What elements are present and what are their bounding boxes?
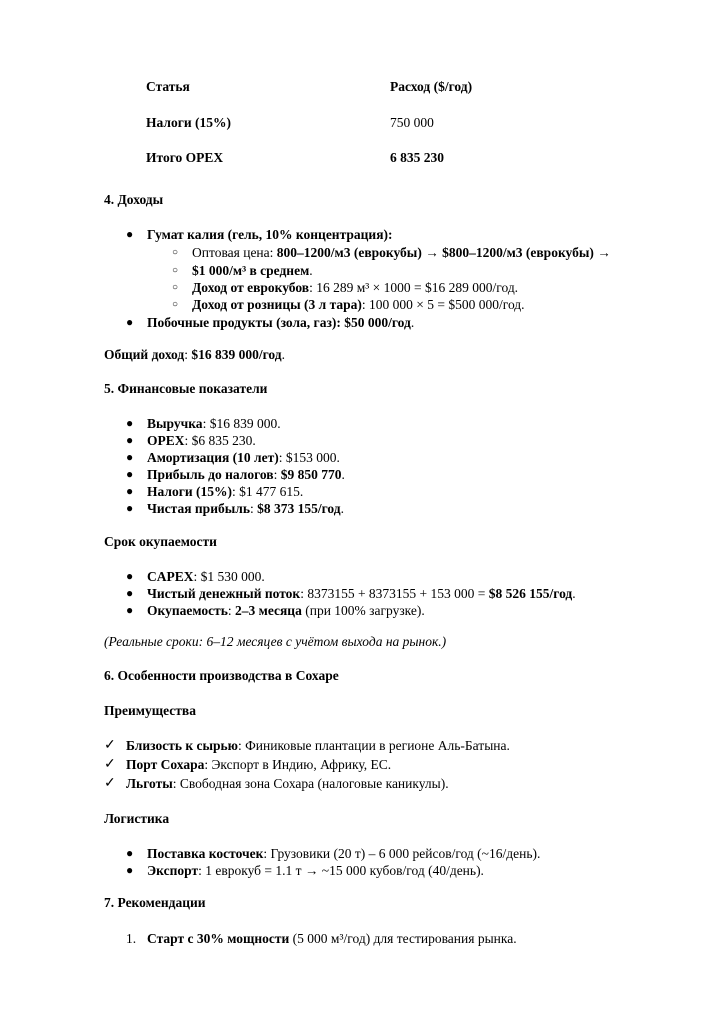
- sub-list-item: Доход от розницы (3 л тара): 100 000 × 5 = $500 000/год.: [192, 297, 525, 312]
- list-item: CAPEX: $1 530 000.: [147, 569, 265, 584]
- sub-list-item: Оптовая цена: 800–1200/м3 (еврокубы) → $800–1200/м3 (еврокубы) →: [192, 245, 611, 260]
- section-heading-income: 4. Доходы: [104, 192, 164, 207]
- list-item: Старт с 30% мощности (5 000 м³/год) для тестирования рынка.: [147, 931, 517, 946]
- check-icon: ✓: [104, 738, 116, 753]
- list-item: Налоги (15%): $1 477 615.: [147, 484, 304, 499]
- section-heading-payback: Срок окупаемости: [104, 534, 217, 549]
- section-heading-finance: 5. Финансовые показатели: [104, 381, 268, 396]
- bullet-icon: ●: [126, 586, 134, 600]
- table-header-article: Статья: [146, 79, 190, 94]
- bullet-icon: ●: [126, 450, 134, 464]
- list-item: Близость к сырью: Финиковые плантации в регионе Аль-Батына.: [126, 738, 510, 753]
- total-income: Общий доход: $16 839 000/год.: [104, 347, 286, 362]
- bullet-icon: ●: [126, 227, 134, 241]
- section-heading-recommendations: 7. Рекомендации: [104, 895, 206, 910]
- list-item: Гумат калия (гель, 10% концентрация):: [147, 227, 393, 242]
- sub-list-item: Доход от еврокубов: 16 289 м³ × 1000 = $16 289 000/год.: [192, 280, 519, 295]
- circle-bullet-icon: ○: [172, 299, 179, 310]
- bullet-icon: ●: [126, 416, 134, 430]
- list-item: Прибыль до налогов: $9 850 770.: [147, 467, 345, 482]
- table-row-label: Налоги (15%): [146, 115, 231, 130]
- check-icon: ✓: [104, 776, 116, 791]
- subheading-advantages: Преимущества: [104, 703, 196, 718]
- list-item: Чистый денежный поток: 8373155 + 8373155 + 153 000 = $8 526 155/год.: [147, 586, 576, 601]
- bullet-icon: ●: [126, 501, 134, 515]
- list-item: Амортизация (10 лет): $153 000.: [147, 450, 340, 465]
- bullet-icon: ●: [126, 603, 134, 617]
- circle-bullet-icon: ○: [172, 282, 179, 293]
- bullet-icon: ●: [126, 863, 134, 877]
- circle-bullet-icon: ○: [172, 265, 179, 276]
- bullet-icon: ●: [126, 484, 134, 498]
- list-item: Порт Сохара: Экспорт в Индию, Африку, ЕС.: [126, 757, 392, 772]
- list-item: OPEX: $6 835 230.: [147, 433, 256, 448]
- list-item: Льготы: Свободная зона Сохара (налоговые каникулы).: [126, 776, 449, 791]
- section-heading-features: 6. Особенности производства в Сохаре: [104, 668, 339, 683]
- table-row-value: 750 000: [390, 115, 434, 130]
- circle-bullet-icon: ○: [172, 247, 179, 258]
- list-item: Выручка: $16 839 000.: [147, 416, 281, 431]
- list-item: Экспорт: 1 еврокуб = 1.1 т → ~15 000 кубов/год (40/день).: [147, 863, 484, 878]
- bullet-icon: ●: [126, 433, 134, 447]
- list-item: Чистая прибыль: $8 373 155/год.: [147, 501, 344, 516]
- list-number: 1.: [126, 931, 137, 946]
- subheading-logistics: Логистика: [104, 811, 170, 826]
- list-item: Побочные продукты (зола, газ): $50 000/год.: [147, 315, 415, 330]
- list-item: Окупаемость: 2–3 месяца (при 100% загрузке).: [147, 603, 425, 618]
- table-row-label: Итого OPEX: [146, 150, 224, 165]
- sub-list-item: $1 000/м³ в среднем.: [192, 263, 313, 278]
- list-item: Поставка косточек: Грузовики (20 т) – 6 000 рейсов/год (~16/день).: [147, 846, 541, 861]
- bullet-icon: ●: [126, 846, 134, 860]
- bullet-icon: ●: [126, 467, 134, 481]
- payback-note: (Реальные сроки: 6–12 месяцев с учётом выхода на рынок.): [104, 634, 447, 649]
- bullet-icon: ●: [126, 315, 134, 329]
- table-header-expense: Расход ($/год): [390, 79, 473, 94]
- check-icon: ✓: [104, 757, 116, 772]
- table-row-value: 6 835 230: [390, 150, 444, 165]
- bullet-icon: ●: [126, 569, 134, 583]
